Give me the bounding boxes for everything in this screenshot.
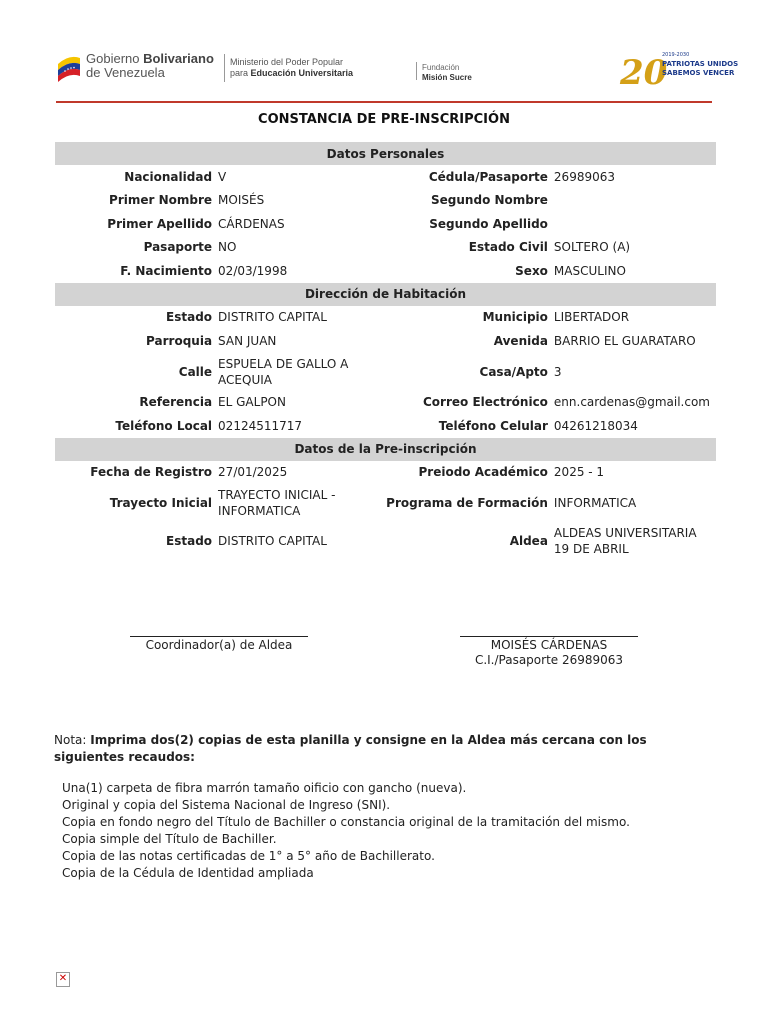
list-item: Copia de las notas certificadas de 1° a 5° año de Bachillerato. <box>62 849 435 863</box>
table-row <box>55 461 716 485</box>
table-row <box>55 353 716 391</box>
label: Municipio <box>482 310 548 325</box>
label: Estado <box>166 310 213 325</box>
section-personal: Datos Personales <box>55 142 716 165</box>
label: Teléfono Celular <box>438 418 548 433</box>
value: EL GALPON <box>218 395 286 410</box>
value: DISTRITO CAPITAL <box>218 310 327 325</box>
government-name: Gobierno Bolivariano de Venezuela <box>86 51 214 80</box>
label: Estado Civil <box>468 240 548 255</box>
label: Aldea <box>509 534 548 548</box>
list-item: Copia en fondo negro del Título de Bachiller o constancia original de la tramitación del mismo. <box>62 815 630 829</box>
value: 3 <box>553 364 562 379</box>
section-address: Dirección de Habitación <box>55 283 716 306</box>
list-item: Copia simple del Título de Bachiller. <box>62 832 277 846</box>
table-row <box>55 329 716 353</box>
label: Primer Nombre <box>109 193 213 208</box>
preinscription-table <box>55 142 716 560</box>
value: 04261218034 <box>553 418 638 433</box>
table-row <box>55 306 716 330</box>
foundation-name: Fundación Misión Sucre <box>422 63 472 82</box>
value: CÁRDENAS <box>218 216 285 231</box>
label: Primer Apellido <box>107 216 213 231</box>
label: Teléfono Local <box>115 418 213 433</box>
label: Programa de Formación <box>386 496 548 510</box>
value: BARRIO EL GUARATARO <box>553 333 696 348</box>
table-row <box>55 236 716 260</box>
value: ESPUELA DE GALLO A ACEQUIA <box>218 356 349 387</box>
label: Segundo Apellido <box>429 216 548 231</box>
requirements-list <box>62 780 630 882</box>
venezuela-flag-logo <box>56 52 82 82</box>
value: LIBERTADOR <box>553 310 630 325</box>
value <box>554 212 716 236</box>
table-row <box>55 414 716 438</box>
header-red-line <box>56 101 712 103</box>
table-row <box>55 189 716 213</box>
label: Avenida <box>493 333 548 348</box>
list-item: Copia de la Cédula de Identidad ampliada <box>62 866 314 880</box>
table-row <box>55 484 716 522</box>
page-header <box>56 44 739 94</box>
list-item: Una(1) carpeta de fibra marrón tamaño oificio con gancho (nueva). <box>62 781 467 795</box>
signature-line <box>460 636 638 637</box>
label: Referencia <box>139 395 213 410</box>
label: Cédula/Pasaporte <box>428 169 548 184</box>
value: SAN JUAN <box>218 333 277 348</box>
coordinator-signature <box>130 636 308 653</box>
signature-line <box>130 636 308 637</box>
student-name: MOISÉS CÁRDENAS <box>490 638 608 652</box>
header-divider <box>224 54 225 82</box>
label: Trayecto Inicial <box>109 496 213 510</box>
value: DISTRITO CAPITAL <box>218 534 327 548</box>
label: Parroquia <box>146 333 213 348</box>
value: 02/03/1998 <box>218 263 288 278</box>
label: Casa/Apto <box>479 364 548 379</box>
header-divider <box>416 62 417 80</box>
value <box>554 189 716 213</box>
table-row <box>55 259 716 283</box>
label: Pasaporte <box>143 240 213 255</box>
student-signature <box>460 636 638 668</box>
value: 27/01/2025 <box>218 465 288 480</box>
label: Preiodo Académico <box>418 465 548 480</box>
section-preinscription: Datos de la Pre-inscripción <box>55 438 716 461</box>
note-text: Imprima dos(2) copias de esta planilla y consigne en la Aldea más cercana con los siguientes recaudos: <box>54 733 647 764</box>
value: NO <box>218 240 237 255</box>
student-id: C.I./Pasaporte 26989063 <box>474 653 624 667</box>
lema-year-small: 2019-2030 <box>662 52 690 58</box>
value: 02124511717 <box>218 418 303 433</box>
list-item: Original y copia del Sistema Nacional de Ingreso (SNI). <box>62 798 391 812</box>
note-prefix: Nota: <box>54 733 91 747</box>
lema-logo <box>618 44 739 93</box>
label: Correo Electrónico <box>423 395 548 410</box>
value: INFORMATICA <box>553 496 637 510</box>
value: V <box>218 169 227 184</box>
page-title: CONSTANCIA DE PRE-INSCRIPCIÓN <box>258 112 510 127</box>
value: MOISÉS <box>218 193 265 208</box>
value: 26989063 <box>553 169 615 184</box>
broken-image-icon: ✕ <box>56 972 70 987</box>
label: Estado <box>166 534 213 548</box>
label: Calle <box>178 364 213 379</box>
note <box>54 732 714 766</box>
label: Sexo <box>515 263 548 278</box>
lema-line2: SABEMOS VENCER <box>662 69 735 77</box>
label: Segundo Nombre <box>431 193 548 208</box>
table-row <box>55 391 716 415</box>
value: ALDEAS UNIVERSITARIA 19 DE ABRIL <box>553 526 697 556</box>
table-row <box>55 522 716 560</box>
lema-line1: PATRIOTAS UNIDOS <box>662 60 739 68</box>
label: Fecha de Registro <box>90 465 213 480</box>
coordinator-label: Coordinador(a) de Aldea <box>145 638 293 652</box>
value: TRAYECTO INICIAL - INFORMATICA <box>218 488 336 518</box>
value: enn.cardenas@gmail.com <box>553 395 710 410</box>
ministry-name: Ministerio del Poder Popular para Educación Universitaria <box>230 57 354 78</box>
label: F. Nacimiento <box>120 263 213 278</box>
value: 2025 - 1 <box>553 465 605 480</box>
value: MASCULINO <box>553 263 626 278</box>
label: Nacionalidad <box>124 169 213 184</box>
value: SOLTERO (A) <box>553 240 631 255</box>
lema-year-digits: 20 <box>620 53 668 93</box>
table-row <box>55 212 716 236</box>
table-row <box>55 165 716 189</box>
